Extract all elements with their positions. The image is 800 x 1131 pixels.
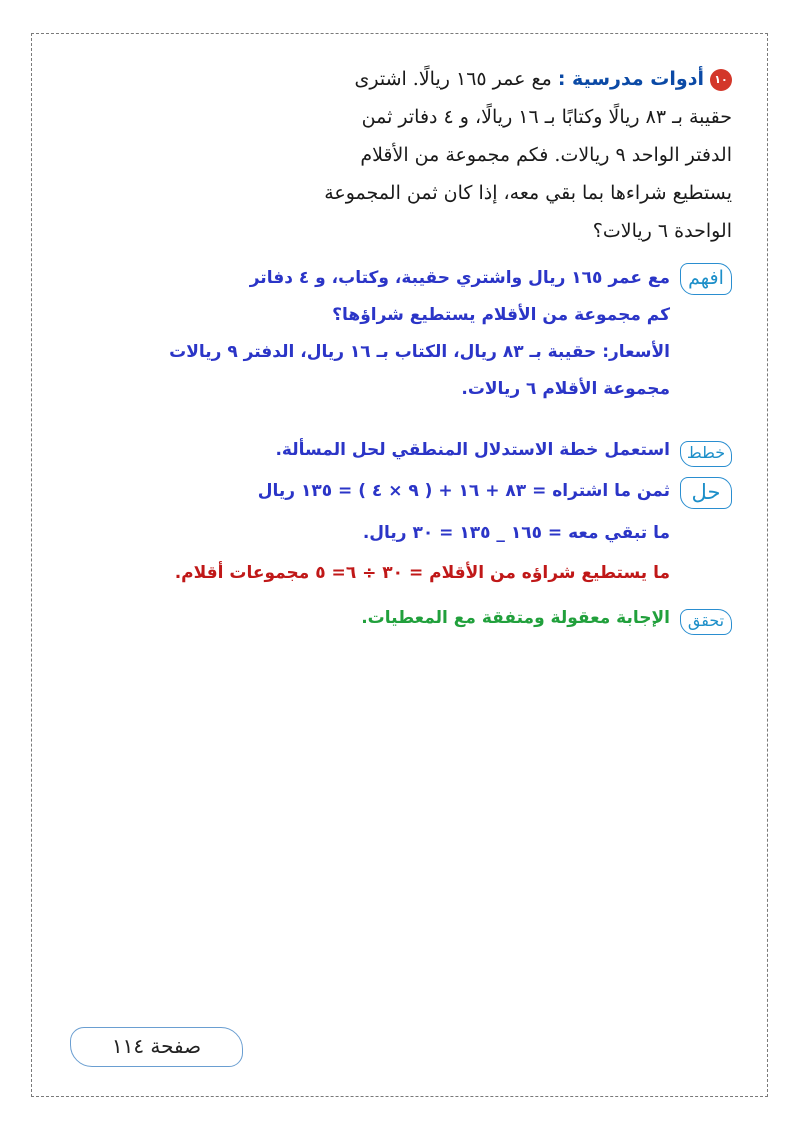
solve-label: حل [680,477,732,509]
problem-title: أدوات مدرسية : [557,68,704,90]
solve-line-2: ما تبقي معه = ١٦٥ _ ١٣٥ = ٣٠ ريال. [362,523,670,543]
plan-label: خطط [680,441,732,467]
understand-line-3: الأسعار: حقيبة بـ ٨٣ ريال، الكتاب بـ ١٦ ريال، الدفتر ٩ ريالات [169,342,670,362]
check-line: الإجابة معقولة ومتفقة مع المعطيات. [361,608,670,628]
problem-text: مع عمر ١٦٥ ريالًا. اشترى [354,68,552,90]
page-number-box: صفحة ١١٤ [70,1027,243,1067]
problem-line-4: يستطيع شراءها بما بقي معه، إذا كان ثمن المجموعة [324,182,732,204]
problem-line-1 [172,60,732,98]
solve-line-1: ثمن ما اشتراه = ٨٣ + ١٦ + ( ٩ × ٤ ) = ١٣٥ ريال [257,481,670,501]
check-label: تحقق [680,609,732,635]
problem-line-2: حقيبة بـ ٨٣ ريالًا وكتابًا بـ ١٦ ريالًا، و ٤ دفاتر ثمن [361,106,732,128]
problem-line-3: الدفتر الواحد ٩ ريالات. فكم مجموعة من الأقلام [360,144,732,166]
understand-line-2: كم مجموعة من الأقلام يستطيع شراؤها؟ [332,305,670,325]
plan-line: استعمل خطة الاستدلال المنطقي لحل المسألة. [275,440,670,460]
problem-line-5: الواحدة ٦ ريالات؟ [592,220,732,242]
solve-answer: ما يستطيع شراؤه من الأقلام = ٣٠ ÷ ٦= ٥ مجموعات أقلام. [174,563,670,583]
problem-number-badge: ١٠ [710,69,732,91]
understand-line-1: مع عمر ١٦٥ ريال واشتري حقيبة، وكتاب، و ٤ دفاتر [249,268,670,288]
understand-label: افهم [680,263,732,295]
understand-line-4: مجموعة الأقلام ٦ ريالات. [461,379,670,399]
problem-statement [172,60,732,250]
